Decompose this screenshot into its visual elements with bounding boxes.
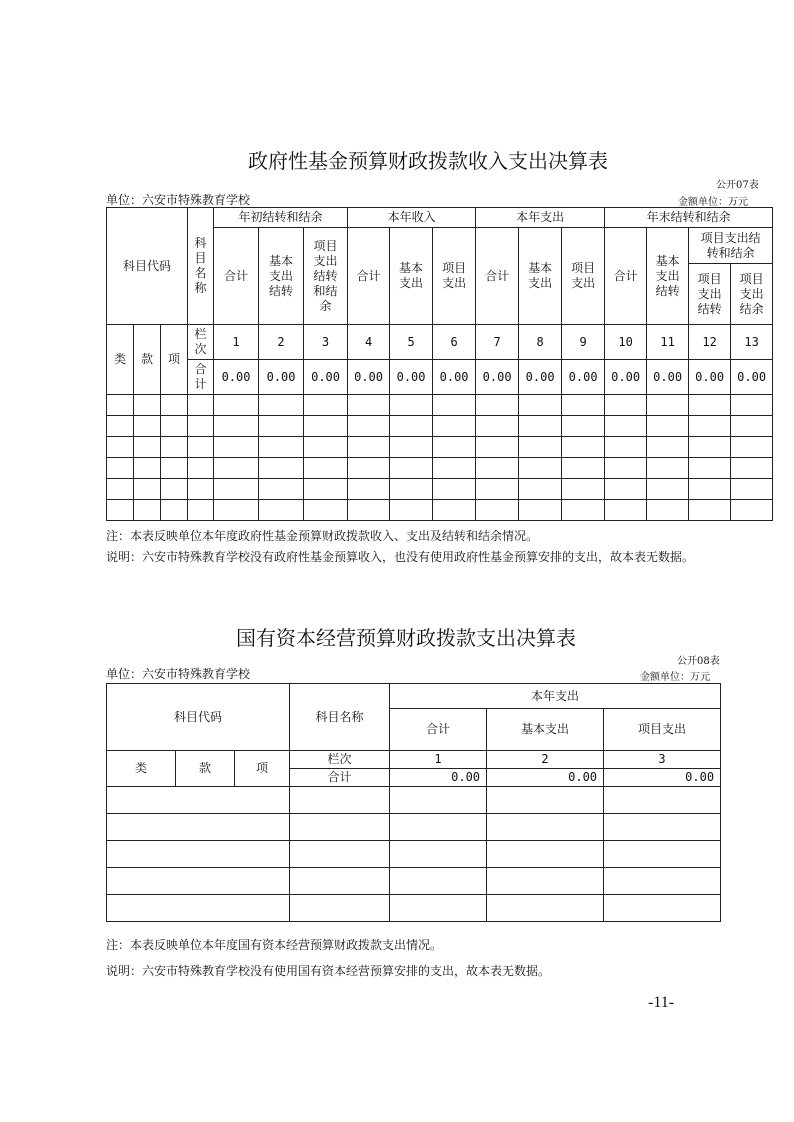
t1-group-closing: 年末结转和结余 (605, 208, 773, 228)
t1-total-value: 0.00 (476, 360, 519, 395)
t1-total-value: 0.00 (348, 360, 390, 395)
t1-group-opening: 年初结转和结余 (214, 208, 348, 228)
table1-form-code: 公开07表 (716, 180, 759, 191)
table-row (107, 500, 773, 521)
table2-form-code: 公开08表 (677, 656, 720, 667)
t1-colnum: 7 (476, 325, 519, 360)
t1-total-value: 0.00 (390, 360, 433, 395)
t2-row-index-label: 栏次 (290, 751, 390, 769)
t1-colnum: 8 (519, 325, 562, 360)
t2-group-expense: 本年支出 (390, 684, 721, 709)
t1-h-total-3: 合计 (476, 228, 519, 325)
table2-explanation: 说明：六安市特殊教育学校没有使用国有资本经营预算安排的支出，故本表无数据。 (106, 964, 551, 978)
t2-subject-code-header: 科目代码 (107, 684, 290, 751)
t1-colnum: 2 (259, 325, 304, 360)
t2-colnum: 3 (604, 751, 721, 769)
t2-h-total: 合计 (390, 709, 487, 751)
t1-subject-name-header: 科 目 名 称 (188, 208, 214, 325)
t1-colnum: 11 (647, 325, 689, 360)
t2-subject-name-header: 科目名称 (290, 684, 390, 751)
t2-h-class: 类 (107, 751, 176, 787)
t2-h-basic: 基本支出 (487, 709, 604, 751)
t1-h-basic-carry-closing: 基本 支出 结转 (647, 228, 689, 325)
t1-h-project-expense: 项目 支出 (562, 228, 605, 325)
table-row (107, 868, 721, 895)
t1-h-project-sub-carry: 项目 支出 结转 (689, 264, 731, 325)
t1-colnum: 4 (348, 325, 390, 360)
table2-unit-left: 单位：六安市特殊教育学校 (106, 667, 251, 681)
t1-h-class: 类 (107, 325, 134, 395)
t1-h-project-sub-balance: 项目 支出 结余 (731, 264, 773, 325)
table-row (107, 458, 773, 479)
t2-row-total-label: 合计 (290, 769, 390, 787)
t1-colnum: 5 (390, 325, 433, 360)
t1-total-value: 0.00 (647, 360, 689, 395)
table1-unit-right: 金额单位：万元 (678, 197, 748, 208)
table1 (106, 207, 773, 521)
t1-h-project-carry: 项目 支出 结转 和结 余 (304, 228, 348, 325)
t1-colnum: 3 (304, 325, 348, 360)
t1-h-basic-income: 基本 支出 (390, 228, 433, 325)
t1-h-project-sub: 项目支出结 转和结余 (689, 228, 773, 264)
table-row (107, 395, 773, 416)
t1-total-value: 0.00 (562, 360, 605, 395)
t1-empty-rows (107, 395, 773, 521)
t2-h-project: 项目支出 (604, 709, 721, 751)
t1-total-value: 0.00 (519, 360, 562, 395)
t1-colnum: 13 (731, 325, 773, 360)
table2-unit-right: 金额单位：万元 (640, 672, 710, 683)
t1-total-value: 0.00 (689, 360, 731, 395)
t2-h-xiang: 项 (235, 751, 290, 787)
t1-total-value: 0.00 (214, 360, 259, 395)
table1-note: 注：本表反映单位本年度政府性基金预算财政拨款收入、支出及结转和结余情况。 (106, 529, 539, 543)
t1-h-kuan: 款 (134, 325, 161, 395)
t1-h-project-income: 项目 支出 (433, 228, 476, 325)
table-row (107, 787, 721, 814)
table-row (107, 479, 773, 500)
table-row (107, 814, 721, 841)
t1-total-value: 0.00 (605, 360, 647, 395)
t1-h-basic-carry: 基本 支出 结转 (259, 228, 304, 325)
t1-h-total-4: 合计 (605, 228, 647, 325)
page-number: -11- (648, 994, 675, 1011)
t1-h-xiang: 项 (161, 325, 188, 395)
t1-colnum: 6 (433, 325, 476, 360)
t1-total-value: 0.00 (259, 360, 304, 395)
t1-row-total-label: 合 计 (188, 360, 214, 395)
t1-colnum: 10 (605, 325, 647, 360)
t1-colnum: 12 (689, 325, 731, 360)
table-row (107, 841, 721, 868)
table2 (106, 683, 721, 922)
table1-explanation: 说明：六安市特殊教育学校没有政府性基金预算收入，也没有使用政府性基金预算安排的支出，故本表无数据。 (106, 550, 695, 564)
t1-total-value: 0.00 (433, 360, 476, 395)
t1-group-expense: 本年支出 (476, 208, 605, 228)
table-row (107, 416, 773, 437)
t1-group-income: 本年收入 (348, 208, 476, 228)
t2-h-kuan: 款 (176, 751, 235, 787)
table-row (107, 437, 773, 458)
table2-title: 国有资本经营预算财政拨款支出决算表 (236, 626, 576, 650)
t1-h-total-1: 合计 (214, 228, 259, 325)
t1-colnum: 1 (214, 325, 259, 360)
table1-title: 政府性基金预算财政拨款收入支出决算表 (248, 149, 608, 173)
t2-colnum: 2 (487, 751, 604, 769)
t1-h-basic-expense: 基本 支出 (519, 228, 562, 325)
t2-total-value: 0.00 (487, 769, 604, 787)
t1-subject-code-header: 科目代码 (107, 208, 188, 325)
table-row (107, 895, 721, 922)
t1-h-total-2: 合计 (348, 228, 390, 325)
table1-unit-left: 单位：六安市特殊教育学校 (106, 193, 251, 207)
t2-total-value: 0.00 (604, 769, 721, 787)
t1-total-value: 0.00 (304, 360, 348, 395)
t1-row-index-label: 栏 次 (188, 325, 214, 360)
table2-note: 注：本表反映单位本年度国有资本经营预算财政拨款支出情况。 (106, 938, 443, 952)
t1-total-value: 0.00 (731, 360, 773, 395)
t1-colnum: 9 (562, 325, 605, 360)
t2-colnum: 1 (390, 751, 487, 769)
t2-empty-rows (107, 787, 721, 922)
t2-total-value: 0.00 (390, 769, 487, 787)
